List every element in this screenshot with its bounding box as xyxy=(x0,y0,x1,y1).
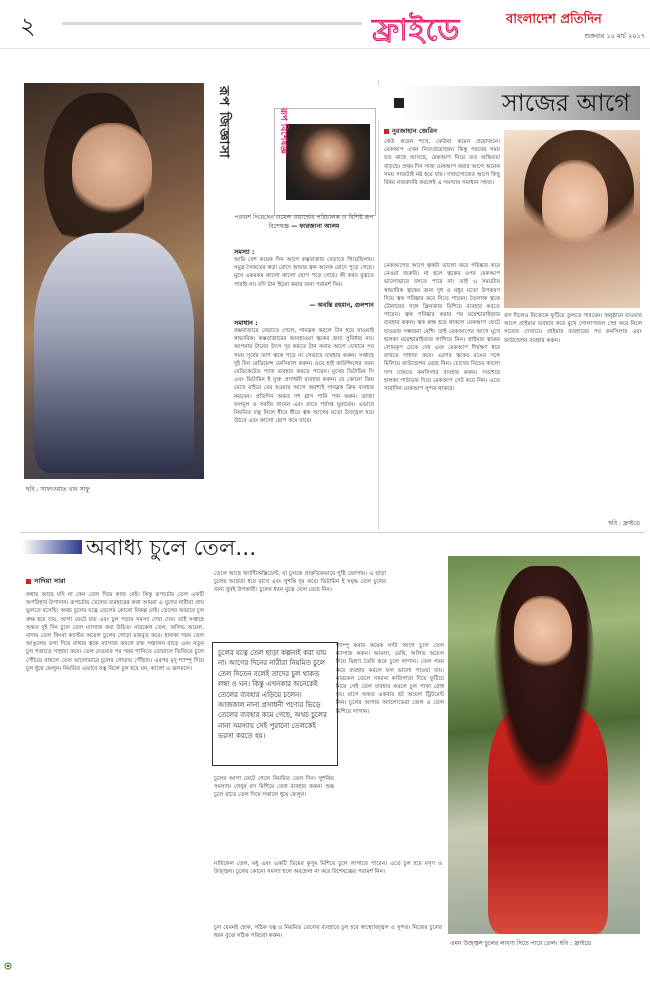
photo-face xyxy=(514,596,572,672)
right-feature-title: সাজের আগে xyxy=(501,89,630,117)
hair-column-2-bottom: চুলের আগা ফেটে গেলে নিয়মিত তেল দিন। খুশকির সমস্যায় লেবুর রস মিশিয়ে তেল ব্যবহার করুন। শুষ্ক চুলে রাতে তেল দিয়ে সকালে ধুয়ে ফেলুন। xyxy=(214,776,334,799)
hair-column-3: শ্যাম্পু করার কয়েক ঘণ্টা আগে চুলে তেল ম্যাসাজ করুন। আমলা, মেথি, অলিভ অয়েল দিয়ে মিশ্রণ তৈরি করে চুলে লাগান। তেল গরম করে ব্যবহার করলে ফল ভালো পাওয়া যায়। নারকেল তেলে সামান্য কারিপাতা দিয়ে ফুটিয়ে নিয়ে সেই তেল ব্যবহার করলে চুল পাকা রোধ হয়। মাসে অন্তত একবার হট অয়েল ট্রিটমেন্ট নিন। চুলের আগায় অ্যালোভেরা জেল ও তেল মিশিয়ে লাগান। xyxy=(336,643,444,715)
intro-text: পরামর্শ দিয়েছেন ওমেন্স ওয়ার্ল্ডের পরিচালক ও বিশিষ্ট রূপ বিশেষজ্ঞ xyxy=(234,214,374,230)
hair-title-bar xyxy=(22,540,82,554)
masthead[interactable]: বাংলাদেশ প্রতিদিন xyxy=(506,12,602,27)
pullquote xyxy=(218,648,330,760)
right-column-tail: বাদ দিলেও নিজেকে ফুটিয়ে তুলতে পারবেন। অনুষ্ঠানে যাওয়ার আগে প্রাইমার ব্যবহার করে মুখে গোলাপজল স্প্রে করে নিলে সতেজ দেখাবে। প্রাইমার ব্যবহারের পর কনসিলার এবং ফাউন্ডেশন ব্যবহার করুন। xyxy=(504,313,642,344)
hair-column-1: কথায় আছে যদি না কেন তেল দিয়ে কাজ নেই। কিন্তু রূপচর্চায় তেল একটি অপরিহার্য উপাদান। রূপচর্চায় তেলের ব্যবহারের কথা আমরা এ যুগের নারীরা প্রায় ভুলতে বসেছি। অথচ চুলের যত্নে তেলের কোনো বিকল্প নেই। তেলের অভাবে চুল রুক্ষ হয়ে যায়, আগা ফেটে যায় এবং চুল পড়ার সমস্যা দেখা দেয়। তাই সপ্তাহে অন্তত দুই দিন চুলে তেল ম্যাসাজ করা উচিত। নারকেল তেল, অলিভ অয়েল, বাদাম তেল কিংবা ক্যাস্টর অয়েল চুলের গোড়া মজবুত করে। হালকা গরম তেল আঙুলের ডগা দিয়ে মাথার ত্বকে ম্যাসাজ করলে রক্ত সঞ্চালন বাড়ে এবং নতুন চুল গজাতে সাহায্য করে। তেল দেওয়ার পর গরম পানিতে তোয়ালে ভিজিয়ে চুলে পেঁচিয়ে রাখলে তেল ভালোভাবে চুলের গোড়ায় পৌঁছায়। এরপর মৃদু শ্যাম্পু দিয়ে চুল ধুয়ে ফেলুন। নিয়মিত এভাবে যত্ন নিলে চুল হবে ঘন, কালো ও ঝলমলে। xyxy=(26,592,204,672)
right-byline xyxy=(384,125,504,135)
right-photo-credit: ছবি : ফ্রাইডে xyxy=(608,520,640,527)
vertical-title-text: রূপ জিজ্ঞাসা xyxy=(216,86,231,159)
expert-portrait xyxy=(286,124,370,200)
vertical-section-title xyxy=(206,86,234,196)
byline-square-icon xyxy=(26,579,31,584)
section-divider xyxy=(20,532,645,533)
expert-role-text: রূপ বিশেষজ্ঞ xyxy=(278,108,288,154)
hair-photo-caption: এমন উজ্জ্বল চুলের লাবণ্য দিতে পারে তেল। ছবি : ফ্রাইডে xyxy=(450,940,592,947)
problem-label: সমস্যা : xyxy=(234,248,255,256)
left-feature-photo xyxy=(24,83,204,479)
solution-label: সমাধান : xyxy=(234,319,258,327)
hair-feature-photo xyxy=(448,556,640,934)
hair-column-bottom: নারিকেল তেল, মধু এবং একটি ডিমের কুসুম মিশিয়ে চুলে লাগাতে পারেন। এতে চুল হবে মসৃণ ও উজ্জ্বল। চুলের কোনো সমস্যা হলে অবহেলা না করে বিশেষজ্ঞের পরামর্শ নিন। xyxy=(214,861,442,876)
photo-face xyxy=(72,123,152,219)
pullquote-text: চুলের যত্নে তেল ছাড়া কল্পনাই করা যায় না। আগের দিনের নারীরা নিয়মিত চুলে তেল দিতেন বলেই তাদের চুল থাকত লম্বা ও ঘন। কিন্তু এখনকার অনেকেই তেলের ব্যবহার এড়িয়ে চলেন। আজকাল নানা প্রসাধনী পণ্যের ভিড়ে তেলের ব্যবহার কমে গেছে, অথচ চুলের নানা সমস্যায় সেই পুরানো তেলকেই ভরসা করতে হয়। xyxy=(218,649,327,741)
left-photo-credit: ছবি : সাফাওয়াত খান সাফু xyxy=(26,486,90,493)
header-line xyxy=(62,22,362,25)
registration-mark-icon xyxy=(4,962,12,970)
expert-intro xyxy=(234,214,374,240)
problem-signature: — অবন্তি রহমান, গুলশান xyxy=(309,302,374,309)
page-number: ২ xyxy=(20,12,36,40)
hair-column-closing: চুল যেমনই হোক, সঠিক যত্ন ও নিয়মিত তেলের ব্যবহারে চুল হবে স্বাস্থ্যোজ্জ্বল ও সুন্দর। নিজের চুলের ধরন বুঝে সঠিক পরিচর্যা করুন। xyxy=(214,925,442,940)
right-feature-photo xyxy=(504,130,640,308)
photo-jacket xyxy=(34,233,194,473)
solution-text: কক্সবাজারে বেড়াতে গেলে, সানব্লক করলে টান হয়ে যাওয়াই স্বাভাবিক। কক্সবাজারের আবহাওয়া ত্বকের জন্য সুবিধার নয়। আপনার টানের উৎস দূর করতে টান করার আগে যেখানে সব সময় সূর্যের তাপ ত্বকে পড়ে না সেভাবে ব্যবহার করুন। সপ্তাহে দুই দিন রেডিয়েন্স ফেসিয়াল করুন। ওয়ে হাই কাউন্সিলের জন্য মেডিকেটেড প্যাক ব্যবহার করতে পারেন। মুখের ভিটামিন সি এবং ভিটামিন ই যুক্ত প্রসাধনী ব্যবহার করুন। যে কোনো ক্রিম মেখে বাইরে বের হওয়ার আগে অবশ্যই সানব্লক ক্রিম ব্যবহার করবেন। প্রতিদিন অন্তত দশ গ্লাস পানি পান করুন। তাজা ফলমূল ও সবজি খাবেন এবং রাতে পর্যাপ্ত ঘুমাবেন। এভাবে নিয়মিত যত্ন নিলে ধীরে ধীরে ত্বক আগের মতো উজ্জ্বল হয়ে উঠবে এবং কালো ছোপ কমে যাবে। xyxy=(234,328,374,425)
header-divider xyxy=(0,48,650,49)
byline-square-icon xyxy=(384,129,389,134)
right-column-body: মেকআপের আগে ত্বকটা ভালো করে পরিষ্কার করে নেওয়া জরুরি। না হলে ত্বকের ওপর মেকআপ ভালোভাবে বসতে পারে না। তাই এ সময়টায় স্বাভাবিক ত্বকের জন্য দুধ ও মধুর মতো উপকরণ দিয়ে ত্বক পরিষ্কার করে নিতে পারেন। তৈলাক্ত ত্বকে টোনারের সঙ্গে ক্লিনজার মিশিয়ে ব্যবহার করতে পারেন। ত্বক পরিষ্কার করার পর ময়েশ্চারাইজার ব্যবহার করুন। ত্বক রুক্ষ হয়ে থাকলে মেকআপ ফেটে যাওয়ার সম্ভাবনা বেশি। তাই মেকআপের আগে মুখে হালকা ময়েশ্চারাইজার লাগিয়ে নিন। প্রাইমার ত্বকের লোমকূপ ঢেকে দেয় এবং মেকআপ দীর্ঘক্ষণ ধরে রাখতে সাহায্য করে। এরপর ত্বকের রঙের সঙ্গে মিলিয়ে ফাউন্ডেশন বেছে নিন। চোখের নিচের কালো দাগ ঢাকতে কনসিলার ব্যবহার করুন। সবশেষে হালকা পাউডার দিয়ে মেকআপ সেট করে নিন। এতে সারাদিন মেকআপ সুন্দর থাকবে। xyxy=(384,263,500,393)
section-logo[interactable]: ফ্রাইডে xyxy=(372,13,461,48)
right-column-intro: কেউ করেন শখে, কেউবা করেন প্রয়োজনে। মেকআপ এখন নিত্যপ্রয়োজন। কিন্তু পরবের সময় যত কাছে আসছে, মেকআপ নিয়ে তত অস্থিরতা বাড়ছে। প্রথম দিন সাজ মেকআপ করার আগে অনেক সময় সাজটাই নষ্ট হয়ে যায়। সাজগোজের আগে কিছু বিষয় নজরদারি করলেই এ সমস্যার সমাধান সহজ। xyxy=(384,139,500,187)
expert-role-tag xyxy=(276,108,294,200)
problem-text: আমি বেশ কয়েক দিন আগে কক্সবাজার বেড়াতে গিয়েছিলাম। সমুদ্র সৈকতের কড়া রোদে আমার ত্বক অনেক রোদে পুড়ে গেছে। মুখে একরকম কালো কালো ছোপ পড়ে গেছে। কী করব বুঝতে পারছি না। যদি টান হিয়ো করার জন্য পরামর্শ দিন। xyxy=(234,257,374,288)
problem-block xyxy=(234,247,374,313)
right-byline-name: নুরজাহান জেরিন xyxy=(392,127,438,135)
photo-face xyxy=(542,160,608,250)
expert-name: — ফারজানা আলম xyxy=(291,222,340,230)
hair-byline xyxy=(26,575,176,585)
column-divider xyxy=(378,80,379,530)
hair-byline-name: সাদিয়া সারা xyxy=(34,577,66,585)
solution-block xyxy=(234,318,374,528)
title-bullet-icon xyxy=(394,98,404,108)
hair-feature-title: অবাধ্য চুলে তেল... xyxy=(86,536,257,561)
hair-column-2-top: তেলে আছে অ্যান্টিঅক্সিডেন্ট, যা চুলকে প্রাকৃতিকভাবে পুষ্টি জোগায়। এ ছাড়া চুলের আর্দ্রতা ধরে রাখে এবং খুশকি দূর করে। ভিটামিন ই সমৃদ্ধ তেল চুলের জন্য খুবই উপকারী। চুলের ধরন বুঝে তেল বেছে নিন। xyxy=(214,571,386,594)
publication-date: শুক্রবার ১০ মার্চ ২০১৭ xyxy=(584,32,645,40)
